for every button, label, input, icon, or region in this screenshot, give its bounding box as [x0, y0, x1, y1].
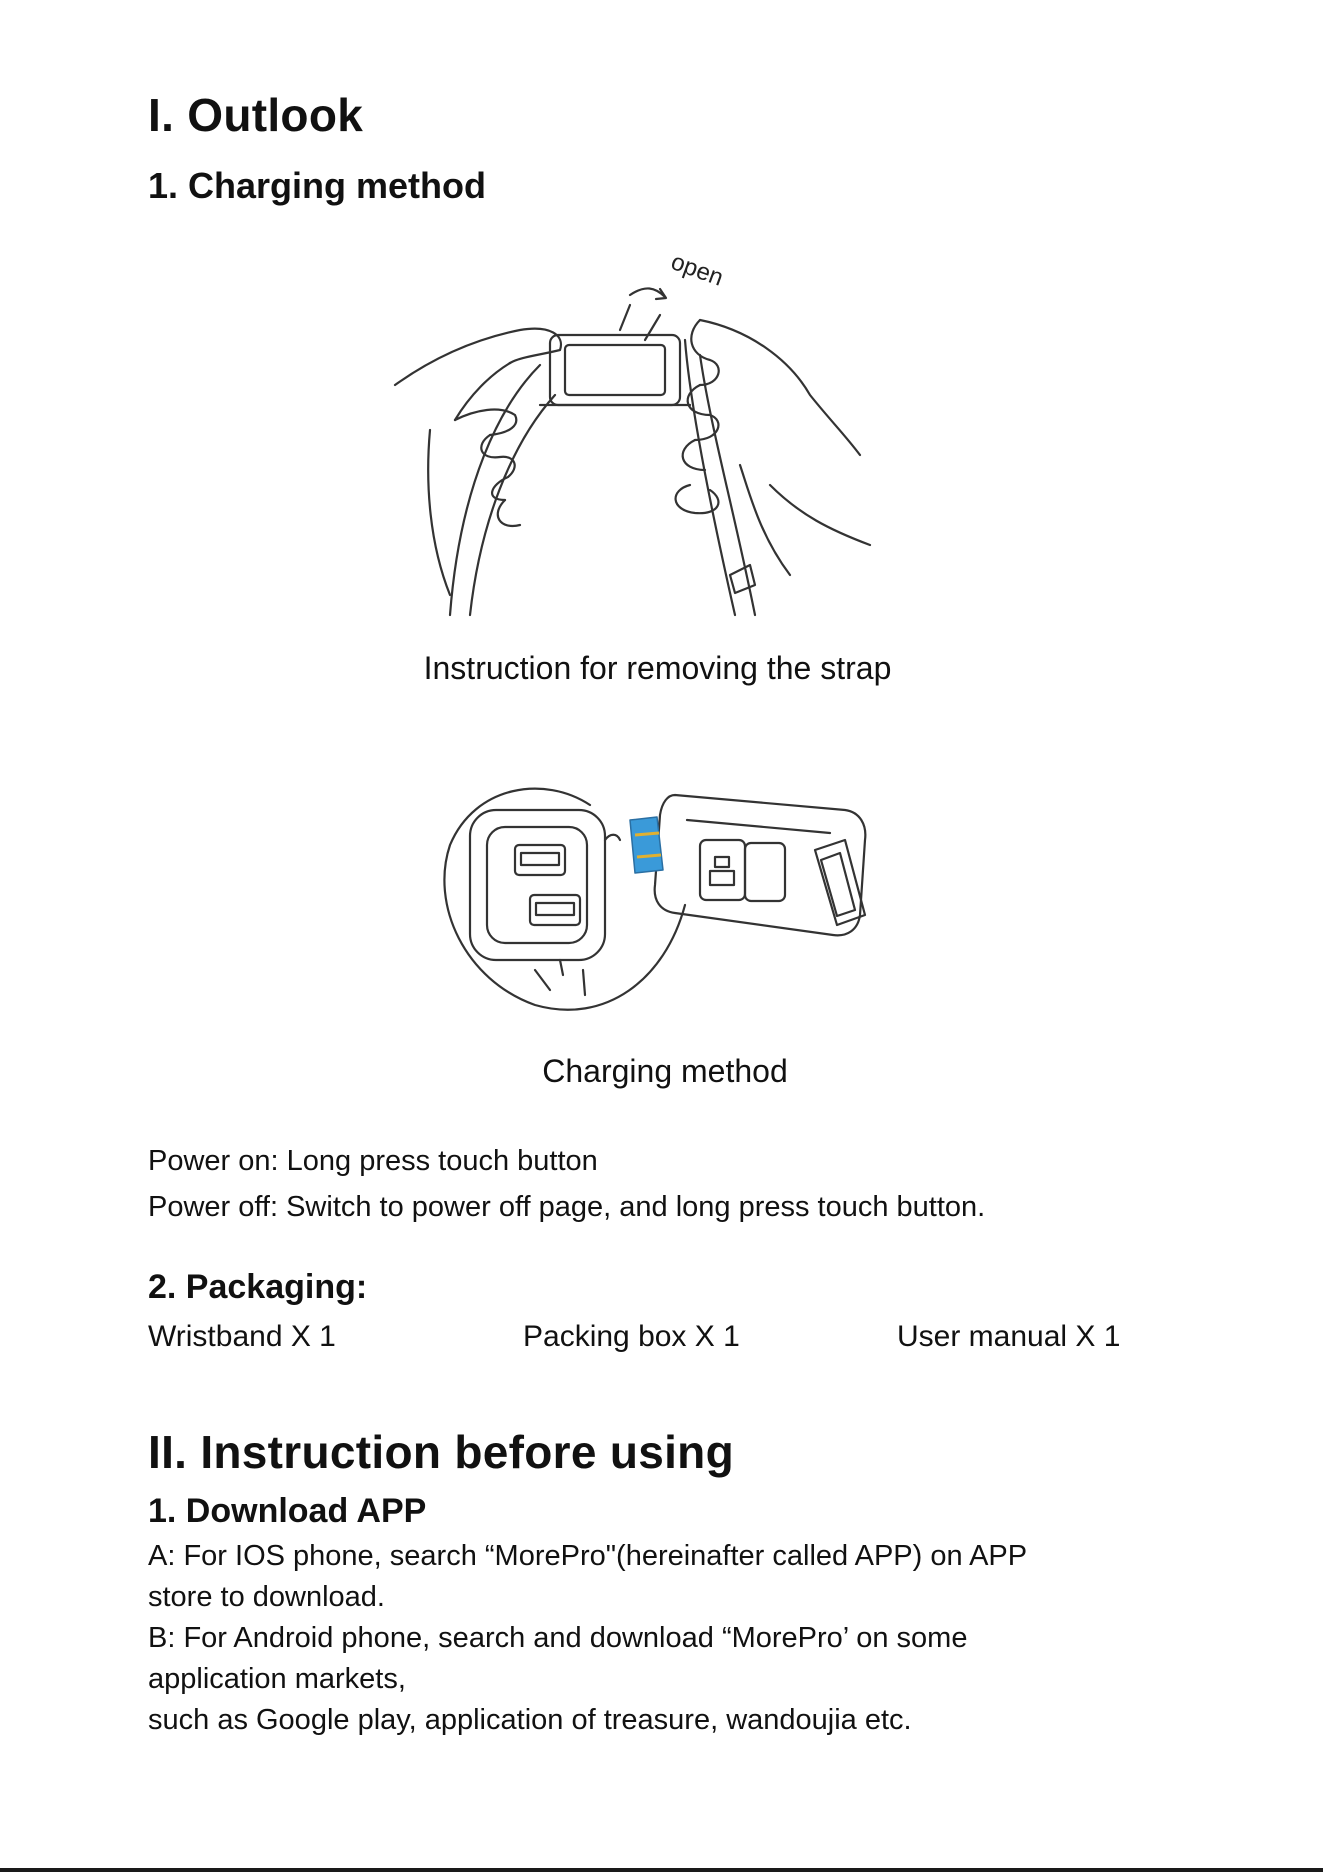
page-bottom-border: [0, 1868, 1323, 1872]
strap-removal-illustration: [390, 245, 910, 635]
heading-download-app: 1. Download APP: [148, 1492, 427, 1530]
download-line-b3: such as Google play, application of treasure, wandoujia etc.: [148, 1704, 912, 1736]
caption-strap-removal: Instruction for removing the strap: [423, 650, 892, 686]
power-on-text: Power on: Long press touch button: [148, 1145, 598, 1177]
heading-packaging: 2. Packaging:: [148, 1268, 368, 1306]
section-title-outlook: I. Outlook: [148, 89, 364, 141]
package-item-wristband: Wristband X 1: [148, 1320, 336, 1353]
package-item-manual: User manual X 1: [897, 1320, 1121, 1353]
charging-illustration: [435, 765, 885, 1030]
download-line-a1: A: For IOS phone, search “MorePro"(hereinafter called APP) on APP: [148, 1540, 1028, 1572]
heading-charging-method: 1. Charging method: [148, 165, 487, 206]
download-line-a2: store to download.: [148, 1581, 385, 1613]
section-title-instruction: II. Instruction before using: [148, 1426, 734, 1478]
open-label: open: [667, 248, 727, 292]
power-off-text: Power off: Switch to power off page, and long press touch button.: [148, 1191, 986, 1223]
package-item-box: Packing box X 1: [523, 1320, 740, 1353]
download-line-b1: B: For Android phone, search and download “MorePro’ on some: [148, 1622, 968, 1654]
download-line-b2: application markets,: [148, 1663, 406, 1695]
caption-charging-method: Charging method: [542, 1053, 788, 1089]
